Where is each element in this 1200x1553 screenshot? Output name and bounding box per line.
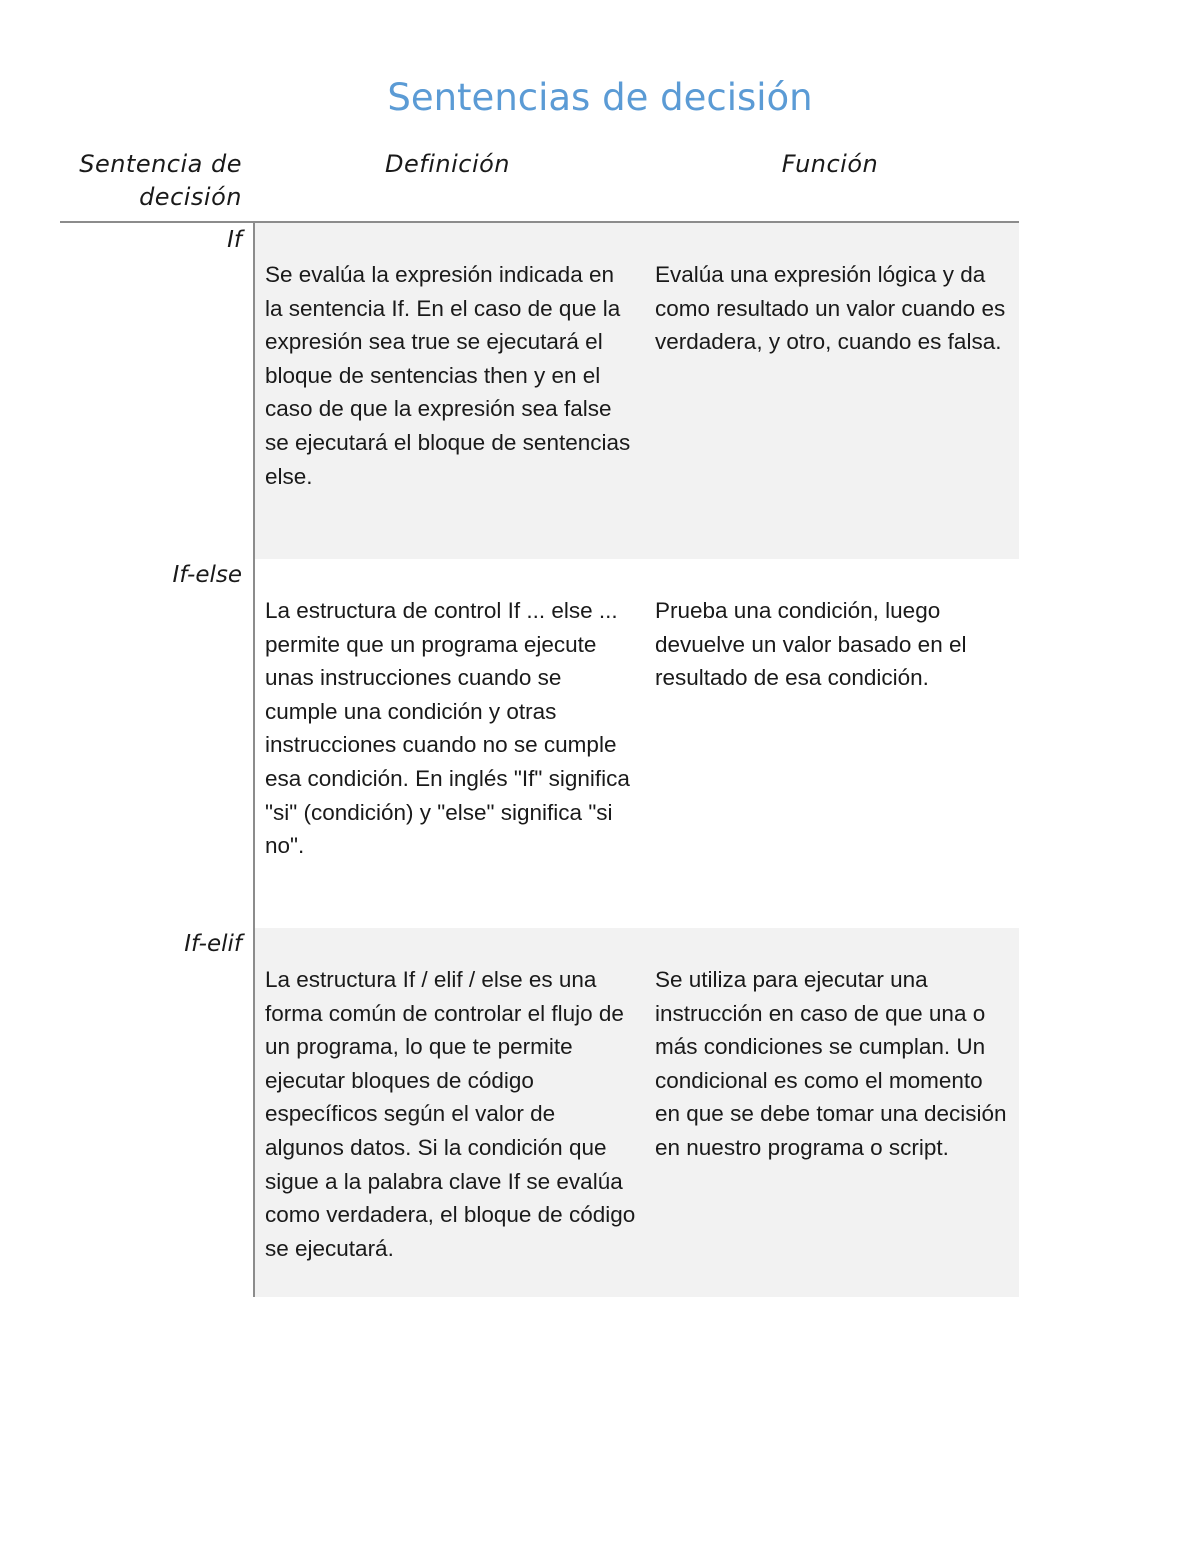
row-label-if-else: If-else [172,562,242,588]
cell-definicion-if: Se evalúa la expresión indicada en la sentencia If. En el caso de que la expresión sea true se ejecutará el bloque de sentencias then y en el caso de que la expresión sea false se ejecutará el bloque de sentencias else. [265,262,631,489]
header-definicion: Definición [385,150,510,178]
cell-definicion-if-else: La estructura de control If ... else ... permite que un programa ejecute unas instrucciones cuando se cumple una condición y otras instrucciones cuando no se cumple esa condición. En inglés "If" significa "si" (condición) y "else" significa "si no". [265,598,630,859]
cell-funcion-if: Evalúa una expresión lógica y da como resultado un valor cuando es verdadera, y otro, cuando es falsa. [655,262,1006,355]
cell-funcion-if-elif: Se utiliza para ejecutar una instrucción en caso de que una o más condiciones se cumplan. Un condicional es como el momento en que se debe tomar una decisión en nuestro programa o script. [655,967,1007,1160]
page-title: Sentencias de decisión [387,76,813,119]
header-funcion: Función [781,150,879,178]
cell-funcion-if-else: Prueba una condición, luego devuelve un valor basado en el resultado de esa condición. [655,598,967,691]
cell-definicion-if-elif: La estructura If / elif / else es una forma común de controlar el flujo de un programa, lo que te permite ejecutar bloques de código específicos según el valor de algunos datos. Si la condición que sigue a la palabra clave If se evalúa como verdadera, el bloque de código se ejecutará. [265,967,636,1261]
row-label-if: If [227,227,242,253]
row-label-if-elif: If-elif [184,931,242,957]
header-sentencia: Sentencia de decisión [79,150,242,211]
column-divider [253,223,255,1297]
